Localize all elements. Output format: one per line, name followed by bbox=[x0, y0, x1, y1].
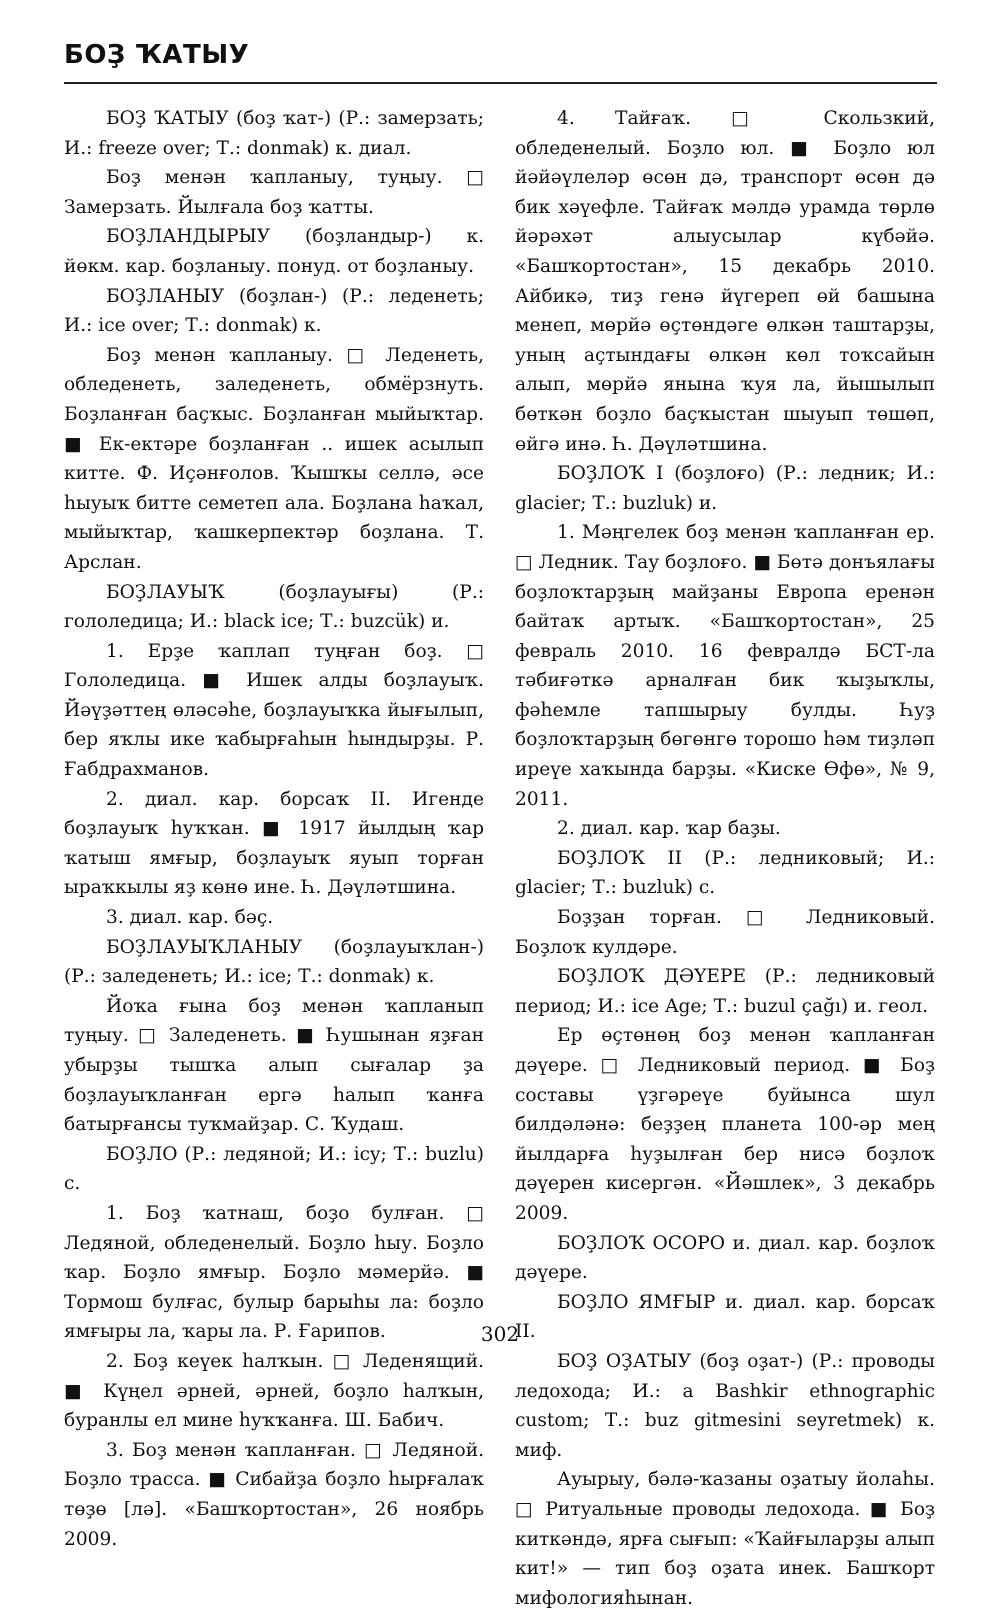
dictionary-entry: 1. Боҙ ҡатнаш, боҙо булған. □ Ледяной, обледенелый. Боҙло һыу. Боҙло ҡар. Боҙло ямғыр. Боҙло мәмерйә. ■ Тормош булғас, булыр барыһы ла: боҙло ямғыры ла, ҡары ла. Р. Ғарипов. bbox=[64, 1202, 484, 1343]
dictionary-entry: БОҘЛОҠ ОСОРО и. диал. кар. боҙлоҡ дәүере. bbox=[515, 1232, 935, 1284]
dictionary-entry: БОҘЛАНДЫРЫУ (боҙландыр-) к. йөкм. кар. боҙланыу. понуд. от боҙланыу. bbox=[64, 226, 484, 277]
dictionary-entry: 1. Ерҙе ҡаплап туңған боҙ. □ Гололедица. ■ Ишек алды боҙлауыҡ. Йәүҙәттең өләсәһе, боҙлауыҡка йығылып, бер яҡлы ике ҡабырғаһын һындырҙы. Р. Ғабдрахманов. bbox=[64, 640, 484, 781]
dictionary-entry: Йоҡа ғына боҙ менән ҡапланып туңыу. □ Заледенеть. ■ Һушынан яҙған убырҙы тышҡа алып сығалар ҙа боҙлауыҡланған ергә һалып ҡанға батырғансы туҡмайҙар. С. Ҡудаш. bbox=[64, 995, 484, 1136]
dictionary-entry: 2. диал. кар. борсаҡ II. Игенде боҙлауыҡ һуҡҡан. ■ 1917 йылдың ҡар ҡатыш ямғыр, боҙлауыҡ яуып торған ыраҡкылы яҙ көнө ине. Һ. Дәүләтшина. bbox=[64, 788, 484, 899]
dictionary-entry: 1. Мәңгелек боҙ менән ҡапланған ер. □ Ледник. Тау боҙлоғо. ■ Бөтә донъялағы боҙлоҡтарҙың майҙаны Европа еренән байтаҡ артыҡ. «Башҡортостан», 25 февраль 2010. 16 февралдә БСТ-ла тәбиғәткә арналған бик ҡыҙыҡлы, фәһемле тапшырыу булды. Һуҙ боҙлоҡтарҙың бөгөнгө торошо һәм тиҙләп иреүе хаҡында барҙы. «Киске Өфө», № 9, 2011. bbox=[515, 522, 935, 810]
dictionary-entry: БОҘЛОҠ ДӘҮЕРЕ (Р.: ледниковый период; И.: ice Age; Т.: buzul çağı) и. геол. bbox=[515, 966, 935, 1017]
dictionary-entry: БОҘЛОҠ II (Р.: ледниковый; И.: glacier; Т.: buzluk) с. bbox=[515, 847, 935, 899]
dictionary-entry: БОҘЛО ЯМҒЫР и. диал. кар. борсаҡ II. bbox=[515, 1291, 935, 1343]
dictionary-entry: Боҙ менән ҡапланыу. □ Леденеть, обледенеть, заледенеть, обмёрзнуть. Боҙланған баҫҡыс. Боҙланған мыйыҡтар. ■ Ек-ектәре боҙланған .. ишек асылып китте. Ф. Иҫәнғолов. Ҡышҡы селлә, әсе һыуыҡ битте семетеп ала. Боҙлана һаҡал, мыйыҡтар, ҡашкерпектәр боҙлана. Т. Арслан. bbox=[64, 344, 484, 573]
dictionary-entry: 2. диал. кар. ҡар баҙы. bbox=[557, 818, 781, 840]
dictionary-entry: 4. Тайғаҡ. □ Скользкий, обледенелый. Боҙло юл. ■ Боҙло юл йәйәүлеләр өсөн дә, транспорт өсөн дә бик хәүефле. Тайғаҡ мәлдә урамда төрлө йәрәхәт алыусылар күбәйә. «Башҡортостан», 15 декабрь 2010. Айбикә, тиҙ генә йүгереп өй башына менеп, мөрйә өҫтөндәге өлкән таштарҙы, уның аҫтындағы өлкән көл тоҡсайын алып, мөрйә янына ҡуя ла, йышылып бөткән боҙло баҫҡыстан шыуып төшөп, өйгә инә. Һ. Дәүләтшина. bbox=[515, 108, 935, 455]
dictionary-entry: Боҙ менән ҡапланыу, туңыу. □ Замерзать. Йылғала боҙ ҡатты. bbox=[64, 167, 484, 218]
dictionary-entry: 3. диал. кар. бәҫ. bbox=[106, 907, 274, 929]
dictionary-entry: 2. Боҙ кеүек һалҡын. □ Леденящий. ■ Күңел әрней, әрней, боҙло һалҡын, буранлы ел мине һуҡҡанға. Ш. Бабич. bbox=[64, 1350, 484, 1432]
dictionary-entry: Ер өҫтөнөң боҙ менән ҡапланған дәүере. □ Ледниковый период. ■ Боҙ составы үҙгәреүе буйынса шул билдәләнә: беҙҙең планета 100-әр мең йылдарға һуҙылған бер нисә боҙлоҡ дәүерен кисергән. «Йәшлек», 3 декабрь 2009. bbox=[515, 1025, 935, 1224]
dictionary-entry: БОҘЛО (Р.: ледяной; И.: icy; Т.: buzlu) с. bbox=[64, 1143, 484, 1195]
dictionary-entry: БОҘ ОҘАТЫУ (боҙ оҙат-) (Р.: проводы ледохода; И.: a Bashkir ethnographic custom; Т.: buz gitmesini seyretmek) к. миф. bbox=[515, 1350, 935, 1461]
running-head: БОҘ ҠАТЫУ bbox=[64, 40, 250, 70]
dictionary-entry: БОҘЛАУЫҠЛАНЫУ (боҙлауыҡлан-) (Р.: заледенеть; И.: ice; Т.: donmak) к. bbox=[64, 936, 484, 988]
page-number: 302 bbox=[480, 1322, 520, 1346]
dictionary-entry: БОҘ ҠАТЫУ (боҙ ҡат-) (Р.: замерзать; И.: freeze over; Т.: donmak) к. диал. bbox=[64, 108, 484, 159]
dictionary-entry: Ауырыу, бәлә-ҡазаны оҙатыу йолаһы. □ Ритуальные проводы ледохода. ■ Боҙ киткәндә, ярға сығып: «Ҡайғыларҙы алып кит!» — тип боҙ оҙата инек. Башҡорт мифологияһынан. bbox=[515, 1469, 935, 1609]
dictionary-entry: Боҙҙан торған. □ Ледниковый. Боҙлоҡ кулдәре. bbox=[515, 907, 935, 958]
dictionary-entry: БОҘЛАНЫУ (боҙлан-) (Р.: леденеть; И.: ice over; Т.: donmak) к. bbox=[64, 285, 484, 337]
right-column bbox=[515, 104, 935, 1613]
dictionary-entry: БОҘЛАУЫҠ (боҙлауығы) (Р.: гололедица; И.: black ice; Т.: buzcük) и. bbox=[64, 581, 484, 633]
header-rule bbox=[64, 82, 937, 84]
dictionary-entry: БОҘЛОҠ I (боҙлоғо) (Р.: ледник; И.: glacier; Т.: buzluk) и. bbox=[515, 463, 935, 514]
dictionary-entry: 3. Боҙ менән ҡапланған. □ Ледяной. Боҙло трасса. ■ Сибайҙа боҙло һырғалаҡ төҙө [лә]. «Башҡортостан», 26 ноябрь 2009. bbox=[64, 1439, 484, 1550]
